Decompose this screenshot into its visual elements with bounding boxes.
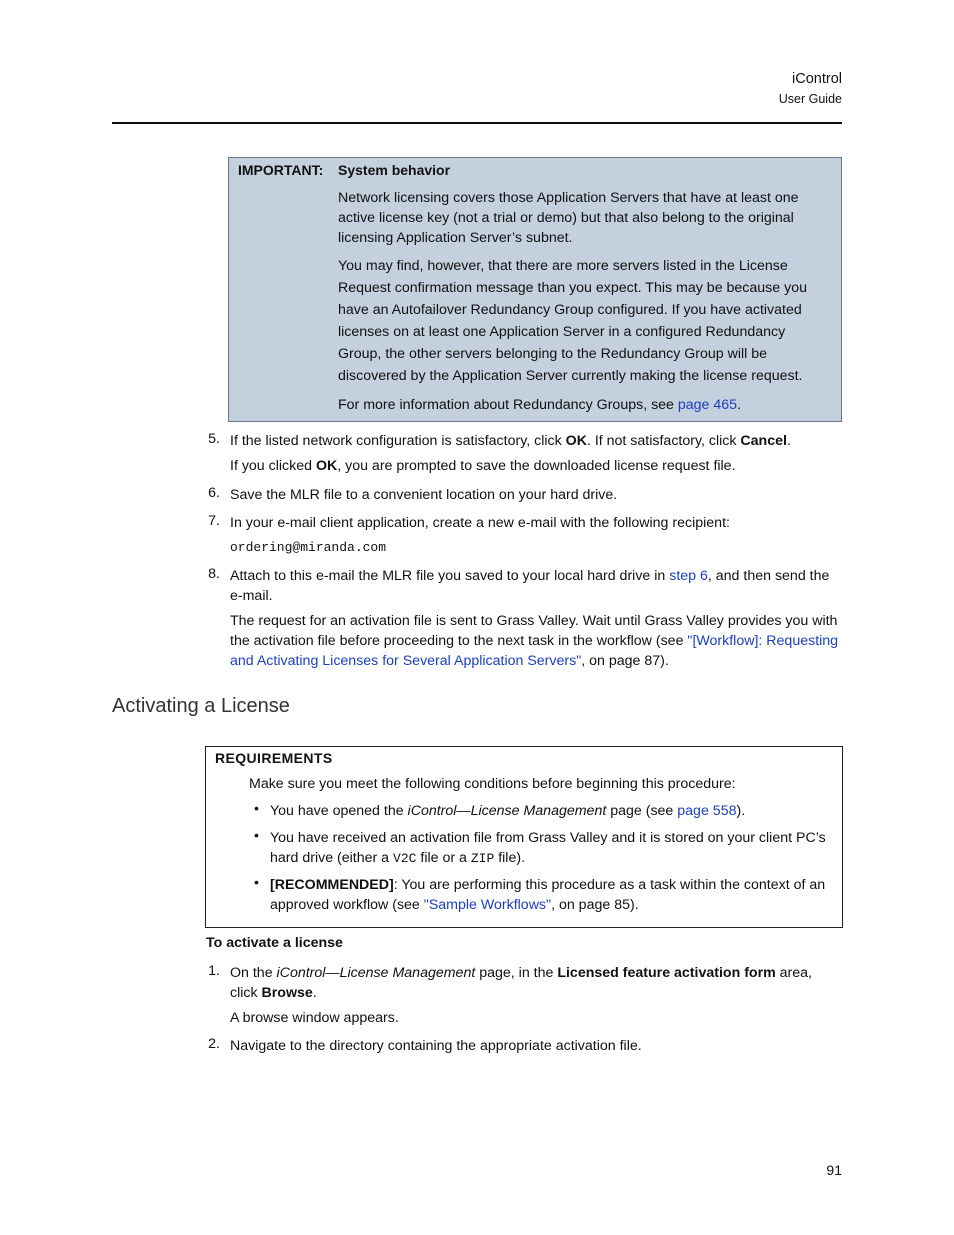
proc-1-t1: On the (230, 965, 277, 981)
important-para-3-text: For more information about Redundancy Groups, see (338, 397, 678, 413)
step-8-number: 8. (208, 566, 220, 582)
requirements-title: REQUIREMENTS (215, 750, 333, 766)
step-8-t1: Attach to this e-mail the MLR file you saved to your local hard drive in (230, 568, 670, 584)
proc-step-1-number: 1. (208, 963, 220, 979)
important-label: IMPORTANT: (238, 162, 324, 178)
ok-term-2: OK (315, 458, 338, 474)
header-title: iControl (792, 71, 842, 87)
step-6-text: Save the MLR file to a convenient location on your hard drive. (230, 487, 618, 503)
req-2-zip: ZIP (470, 851, 495, 866)
link-page-465[interactable]: page 465 (677, 397, 738, 413)
step-8-text (230, 566, 842, 606)
email-address: ordering@miranda.com (230, 540, 387, 555)
req-1-t3: ). (736, 803, 746, 819)
important-para-3 (338, 395, 828, 415)
step-8-para-2 (230, 611, 842, 671)
proc-step-2-number: 2. (208, 1036, 220, 1052)
proc-1-t3: area, click (230, 965, 812, 1001)
step-8-p2-t2: , on page 87). (581, 653, 669, 669)
req-2-t2: file or a (416, 850, 471, 866)
proc-1-form-name: Licensed feature activation form (557, 965, 776, 981)
section-heading: Activating a License (112, 695, 290, 717)
req-1-page-name: iControl—License Management (407, 803, 607, 819)
step-5-sub (230, 456, 842, 476)
proc-step-1-sub: A browse window appears. (230, 1010, 399, 1026)
requirements-intro: Make sure you meet the following conditions before beginning this procedure: (249, 776, 736, 792)
step-7-text: In your e-mail client application, create a new e-mail with the following recipient: (230, 515, 730, 531)
requirements-box (205, 746, 843, 928)
important-title: System behavior (338, 162, 451, 178)
proc-step-1-text (230, 963, 842, 1003)
bullet-3-marker: • (254, 875, 259, 891)
req-3-t2: , on page 85). (551, 897, 639, 913)
cancel-term: Cancel (740, 433, 787, 449)
bullet-1-marker: • (254, 801, 259, 817)
important-para-1: Network licensing covers those Application Servers that have at least one active license key (not a trial or demo) but that also belong to the original licensing Application Server’s subnet. (338, 190, 799, 246)
link-workflow-requesting[interactable]: "[Workflow]: Requesting and Activating Licenses for Several Application Servers" (230, 633, 839, 669)
procedure-heading: To activate a license (206, 935, 343, 951)
important-para-3-end: . (737, 397, 742, 413)
step-5-text (230, 431, 842, 451)
ok-term: OK (565, 433, 587, 449)
proc-1-t2: page, in the (475, 965, 558, 981)
requirement-1 (270, 801, 836, 821)
step-8-p2-t1: The request for an activation file is sent to Grass Valley. Wait until Grass Valley provides you with the activation file before proceeding to the next task in the workflow (see (230, 613, 838, 649)
link-page-558[interactable]: page 558 (677, 803, 737, 819)
step-5-sub-t2: , you are prompted to save the downloaded license request file. (337, 458, 736, 474)
requirement-2 (270, 828, 836, 869)
page-number: 91 (826, 1162, 842, 1178)
important-para-2: You may find, however, that there are more servers listed in the License Request confirmation message than you expect. This may be because you have an Autofailover Redundancy Group configured. If you have activated licenses on at least one Application Server in a configured Redundancy Group, the other servers belonging to the Redundancy Group will be discovered by the Application Server currently making the license request. (338, 258, 807, 384)
important-box (228, 157, 842, 422)
step-5-t1: If the listed network configuration is satisfactory, click (230, 433, 566, 449)
header-rule (112, 122, 842, 124)
link-step-6[interactable]: step 6 (669, 568, 708, 584)
requirement-3 (270, 875, 836, 915)
step-8-t2: , and then send the e-mail. (230, 568, 830, 604)
step-6-number: 6. (208, 485, 220, 501)
link-sample-workflows[interactable]: "Sample Workflows" (423, 897, 552, 913)
step-5-number: 5. (208, 431, 220, 447)
bullet-2-marker: • (254, 828, 259, 844)
req-2-t3: file). (494, 850, 526, 866)
step-7-number: 7. (208, 513, 220, 529)
step-5-sub-t1: If you clicked (230, 458, 316, 474)
req-3-recommended: [RECOMMENDED] (270, 877, 394, 893)
proc-1-page-name: iControl—License Management (276, 965, 476, 981)
proc-1-t4: . (312, 985, 317, 1001)
step-5-t3: . (786, 433, 791, 449)
step-5-t2: . If not satisfactory, click (586, 433, 741, 449)
req-3-t1: : You are performing this procedure as a task within the context of an approved workflow (see (270, 877, 826, 913)
header-subtitle: User Guide (778, 92, 842, 106)
proc-step-2-text: Navigate to the directory containing the appropriate activation file. (230, 1038, 642, 1054)
browse-term: Browse (261, 985, 313, 1001)
req-1-t2: page (see (606, 803, 678, 819)
req-1-t1: You have opened the (270, 803, 408, 819)
req-2-t1: You have received an activation file from Grass Valley and it is stored on your client PC’s hard drive (either a (270, 830, 826, 866)
req-2-v2c: V2C (393, 851, 417, 866)
